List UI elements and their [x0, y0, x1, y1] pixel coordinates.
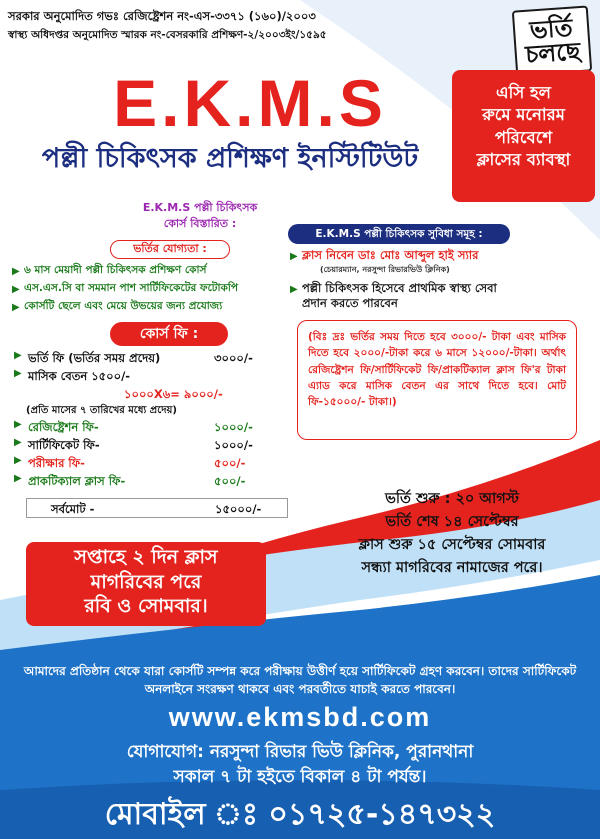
- fee-row-admission: ▶ ভর্তি ফি (ভর্তির সময় প্রদেয়) ৩০০০/-: [14, 350, 253, 365]
- ac-hall-banner: [452, 70, 595, 202]
- registration-line-2: স্বাস্থ্য অধিদপ্তর অনুমোদিত স্মারক নং-বেসরকারি প্রশিক্ষণ-২/২০০৩ইং/১৫৯৫: [8, 29, 327, 41]
- weekly-class-banner: [26, 542, 266, 626]
- list-item: ▶ ক্লাস নিবেন ডাঃ মোঃ আব্দুল হাই স্যার: [290, 248, 479, 262]
- admission-start: ভর্তি শুরু : ২০ আগস্ট: [385, 491, 519, 507]
- mobile-number[interactable]: মোবাইল ঃ ০১৭২৫-১৪৭৩২২: [104, 797, 496, 832]
- registration-line-1: সরকার অনুমোদিত গভঃ রেজিষ্ট্রেশন নং-এস-৩৩৭১ (১৬০)/২০০৩: [8, 9, 316, 23]
- page-subtitle: পল্লী চিকিৎসক প্রশিক্ষণ ইনস্টিটিউট: [41, 143, 419, 174]
- list-item: ▶ পল্লী চিকিৎসক হিসেবে প্রাথমিক স্বাস্থ্য সেবা প্রদান করতে পারবেন: [290, 280, 497, 311]
- certificate-note: আমাদের প্রতিষ্ঠান থেকে যারা কোর্সটি সম্পন্ন করে পরীক্ষায় উত্তীর্ণ হয়ে সার্টিফিকেট গ্রহণ করবেন। তাদের সার্টিফিকেট অনলাইনে সংরক্ষণ থাকবে এবং পরবর্তীতে যাচাই করতে পারবেন।: [23, 664, 577, 696]
- course-details-heading: [100, 200, 300, 232]
- fee-row-exam: ▶ পরীক্ষার ফি- ৫০০/-: [14, 455, 246, 470]
- course-heading-line-2: কোর্স বিস্তারিত :: [163, 216, 237, 230]
- page-title: E.K.M.S: [113, 66, 387, 140]
- fee-row-registration: ▶ রেজিষ্ট্রেশন ফি- ১০০০/-: [14, 419, 253, 434]
- bullet-icon: ▶: [12, 283, 20, 295]
- bullet-icon: ▶: [14, 437, 22, 448]
- facility-subnote: (চেয়ারম্যান, নরসুন্দা রিভারভিউ ক্লিনিক): [320, 264, 450, 274]
- fee-info-note: (বিঃ দ্রঃ ভর্তির সময় দিতে হবে ৩০০০/- টাকা এবং মাসিক দিতে হবে ২০০০/-টাকা করে ৬ মাসে ১২০০০/-টাকা। অর্থাৎ রেজিষ্ট্রেশন ফি/সার্টিফিকেট ফি/প্রাকটিক্যাল ক্লাস ফি'র টাকা এ্যাড করে মাসিক বেতন এর সাথে দিতে হবে। মোট ফি-১৫০০০/- টাকা।): [297, 320, 577, 440]
- ac-line-4: ক্লাসের ব্যাবস্থা: [476, 149, 571, 169]
- list-item: ▶ ৬ মাস মেয়াদী পল্লী চিকিৎসক প্রশিক্ষণ কোর্স: [12, 263, 207, 277]
- weekly-line-2: মাগরিবের পরে: [90, 570, 202, 593]
- bullet-icon: ▶: [14, 473, 22, 484]
- total-value: ১৫০০০/-: [215, 502, 262, 516]
- weekly-line-1: সপ্তাহে ২ দিন ক্লাস: [74, 546, 218, 568]
- monthly-note: (প্রতি মাসের ৭ তারিখের মধ্যে প্রদেয়): [26, 405, 178, 416]
- facilities-label: E.K.M.S পল্লী চিকিৎসক সুবিধা সমূহ :: [288, 224, 510, 244]
- weekly-line-3: রবি ও সোমবার।: [84, 595, 208, 618]
- fee-list: [14, 350, 304, 491]
- contact-address: যোগাযোগ: নরসুন্দা রিভার ভিউ ক্লিনিক, পুরানথানা: [126, 742, 474, 762]
- bullet-icon: ▶: [14, 350, 22, 361]
- fee-row-monthly: ▶ মাসিক বেতন ১৫০০/-: [14, 368, 131, 383]
- fee-row-practical: ▶ প্রাকটিক্যাল ক্লাস ফি- ৫০০/-: [14, 473, 246, 488]
- list-item: ▶ কোর্সটি ছেলে এবং মেয়ে উভয়ের জন্য প্রযোজ্য: [12, 299, 223, 313]
- monthly-calculation: ১০০০X৬= ৯০০০/-: [124, 387, 223, 401]
- eligibility-label: ভর্তির যোগ্যতা :: [110, 240, 230, 259]
- bullet-icon: ▶: [14, 419, 22, 430]
- ac-line-3: পরিবেশে: [494, 127, 553, 147]
- course-heading-line-1: E.K.M.S পল্লী চিকিৎসক: [142, 201, 258, 214]
- admission-end: ভর্তি শেষ ১৪ সেপ্টেম্বর: [385, 514, 519, 530]
- class-time: সন্ধ্যা মাগরিবের নামাজের পরে।: [361, 560, 543, 576]
- ac-line-2: রুমে মনোরম: [482, 105, 565, 125]
- facilities-list: [290, 248, 520, 312]
- course-fee-label: কোর্স ফি :: [110, 322, 228, 346]
- contact-hours: সকাল ৭ টা হইতে বিকাল ৪ টা পর্যন্ত।: [173, 766, 427, 787]
- total-label: সর্বমোট -: [51, 502, 95, 516]
- bullet-icon: ▶: [12, 301, 20, 313]
- eligibility-list: [12, 262, 302, 316]
- website-link[interactable]: www.ekmsbd.com: [168, 702, 432, 732]
- class-start: ক্লাস শুরু ১৫ সেপ্টেম্বর সোমবার: [358, 537, 546, 553]
- bullet-icon: ▶: [12, 265, 20, 277]
- admission-dates: [312, 488, 592, 580]
- fee-row-certificate: ▶ সার্টিফিকেট ফি- ১০০০/-: [14, 437, 253, 452]
- bullet-icon: ▶: [14, 368, 22, 379]
- bullet-icon: ▶: [290, 283, 298, 295]
- contact-info: [0, 740, 600, 789]
- list-item: ▶ এস.এস.সি বা সমমান পাশ সার্টিফিকেটের ফটোকপি: [12, 281, 239, 295]
- fee-total: [26, 498, 288, 518]
- ac-line-1: এসি হল: [496, 83, 551, 102]
- bullet-icon: ▶: [14, 455, 22, 466]
- logo-text: ভর্তি চলছে: [524, 13, 582, 69]
- bullet-icon: ▶: [290, 251, 298, 262]
- admission-going-on-logo: [512, 5, 592, 76]
